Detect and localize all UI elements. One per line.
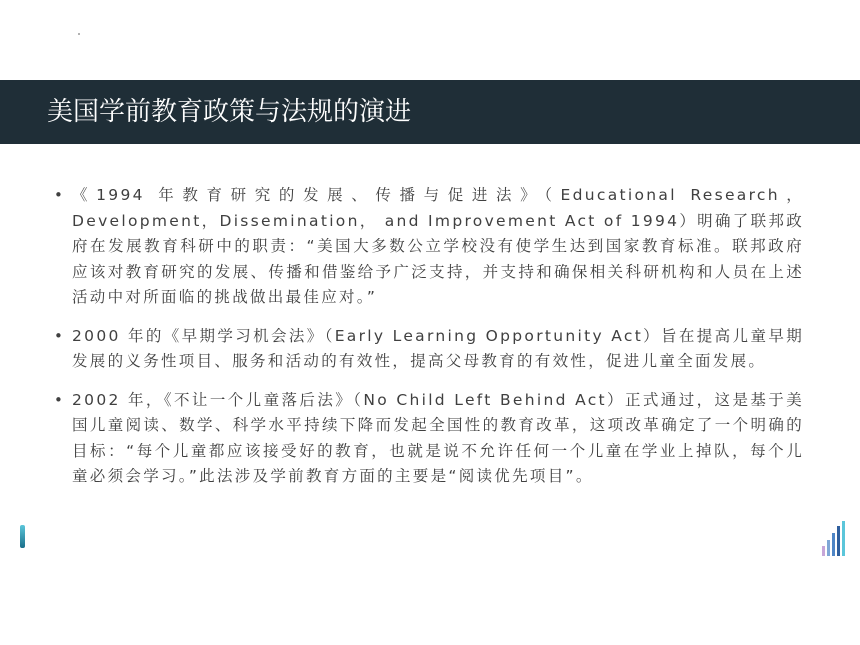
bullet-marker: • — [54, 186, 66, 204]
bullet-text: 《1994 年教育研究的发展、传播与促进法》（Educational Research，Development，Dissemination， and Improvement Act of 1994）明确了联邦政府在发展教育科研中的职责：“美国大多数公立学校没有使学生达到国家教育标准。联邦政府应该对教育研究的发展、传播和借鉴给予广泛支持，并支持和确保相关科研机构和人员在上述活动中对所面临的挑战做出最佳应对。” — [72, 186, 804, 306]
bar-chart-icon — [821, 521, 849, 556]
bullet-marker: • — [54, 390, 66, 409]
vertical-accent-bar-icon — [20, 525, 25, 548]
title-bar — [0, 80, 860, 144]
slide-title: 美国学前教育政策与法规的演进 — [47, 97, 412, 127]
bar-chart-icon-bar — [832, 533, 835, 556]
bar-chart-icon-bar — [827, 540, 830, 556]
bullet-item-2000-act — [54, 324, 804, 375]
bar-chart-icon-bar — [822, 546, 825, 556]
bullet-item-1994-act — [54, 183, 804, 311]
bullet-item-2002-act — [54, 388, 804, 490]
decorative-dot — [78, 33, 80, 35]
bullet-marker: • — [54, 326, 66, 345]
bar-chart-icon-bar — [842, 521, 845, 556]
bullet-list — [54, 183, 804, 503]
bar-chart-icon-bar — [837, 526, 840, 556]
bullet-text: 2002 年，《不让一个儿童落后法》（No Child Left Behind Act）正式通过，这是基于美国儿童阅读、数学、科学水平持续下降而发起全国性的教育改革，这项改革确定了一个明确的目标：“每个儿童都应该接受好的教育，也就是说不允许任何一个儿童在学业上掉队，每个儿童必须会学习。”此法涉及学前教育方面的主要是“阅读优先项目”。 — [72, 390, 804, 485]
bullet-text: 2000 年的《早期学习机会法》（Early Learning Opportunity Act）旨在提高儿童早期发展的义务性项目、服务和活动的有效性，提高父母教育的有效性，促进儿童全面发展。 — [72, 326, 804, 370]
